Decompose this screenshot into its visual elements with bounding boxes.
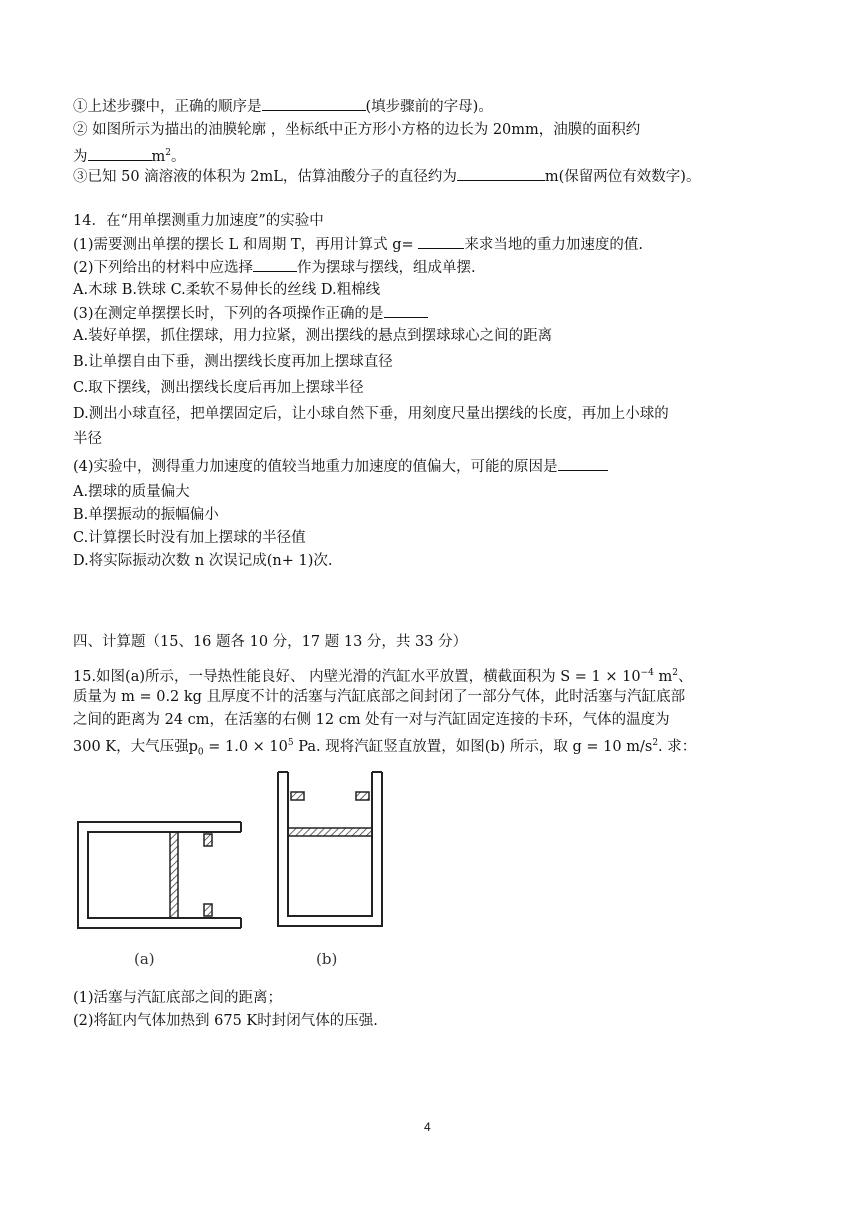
answer-blank[interactable]	[418, 234, 464, 249]
q15-line4: 300 K，大气压强$p_0 = 1.0 \times 10^5$ Pa. 现将汽缸竖直放置，如图(b) 所示，取 g = 10 $m/s^2$. 求：	[73, 738, 697, 758]
q14-part4-option-d: D.将实际振动次数 n 次误记成(n+ 1)次.	[73, 553, 333, 569]
q15-line3: 之间的距离为 24 cm，在活塞的右侧 12 cm 处有一对与汽缸固定连接的卡环，气体的温度为	[73, 712, 670, 728]
stop-ring-bottom	[204, 904, 212, 916]
piston	[288, 828, 372, 836]
q14-part3-option-c: C.取下摆线，测出摆线长度后再加上摆球半径	[73, 380, 364, 396]
figure-a-caption: (a)	[134, 950, 155, 968]
q14-part4-option-b: B.单摆振动的振幅偏小	[73, 507, 219, 523]
stop-ring-top	[204, 834, 212, 846]
q14-part3-option-d: D.测出小球直径，把单摆固定后，让小球自然下垂，用刻度尺量出摆线的长度，再加上小球的	[73, 406, 669, 422]
cylinder-horizontal-figure	[76, 820, 246, 930]
q14-part2: (2)下列给出的材料中应选择 作为摆球与摆线，组成单摆.	[73, 257, 476, 278]
stop-ring-left	[291, 792, 304, 800]
q14-part4: (4)实验中，测得重力加速度的值较当地重力加速度的值偏大，可能的原因是	[73, 456, 608, 477]
q15-line1: 15.如图(a)所示，一导热性能良好、 内壁光滑的汽缸水平放置，横截面积为 $S = 1 \times 10^{-4}$ $m^2$、	[73, 668, 693, 685]
q14-part2-options: A.木球 B.铁球 C.柔软不易伸长的丝线 D.粗棉线	[73, 282, 381, 298]
q14-title: 14．在“用单摆测重力加速度”的实验中	[73, 213, 324, 229]
q15-ask2: (2)将缸内气体加热到 675 K时封闭气体的压强.	[73, 1013, 378, 1029]
q13-step2-line1: ② 如图所示为描出的油膜轮廓 ，坐标纸中正方形小方格的边长为 20mm，油膜的面积约	[73, 122, 641, 138]
q15-line2: 质量为 m = 0.2 kg 且厚度不计的活塞与汽缸底部之间封闭了一部分气体，此时活塞与汽缸底部	[73, 689, 686, 705]
figure-b-caption: (b)	[316, 950, 338, 968]
q14-part4-option-c: C.计算摆长时没有加上摆球的半径值	[73, 530, 306, 546]
q14-part1: (1)需要测出单摆的摆长 L 和周期 T，再用计算式 g= 来求当地的重力加速度的值.	[73, 234, 643, 255]
answer-blank[interactable]	[457, 166, 545, 181]
answer-blank[interactable]	[253, 257, 297, 272]
cylinder-vertical-figure	[276, 770, 386, 930]
stop-ring-right	[356, 792, 369, 800]
q14-part4-option-a: A.摆球的质量偏大	[73, 484, 190, 500]
q14-part3-option-b: B.让单摆自由下垂，测出摆线长度再加上摆球直径	[73, 354, 393, 370]
q14-part3: (3)在测定单摆摆长时，下列的各项操作正确的是	[73, 303, 428, 324]
piston	[170, 832, 178, 918]
q13-step2-line2: 为 $m^2$。	[73, 143, 185, 167]
answer-blank[interactable]	[384, 303, 428, 318]
answer-blank[interactable]	[558, 456, 608, 471]
q14-part3-option-d-cont: 半径	[73, 431, 102, 447]
q13-step3: ③已知 50 滴溶液的体积为 2mL，估算油酸分子的直径约为 m(保留两位有效数字)。	[73, 166, 700, 187]
q14-part3-option-a: A.装好单摆，抓住摆球，用力拉紧，测出摆线的悬点到摆球球心之间的距离	[73, 328, 553, 344]
page-number: 4	[424, 1120, 431, 1134]
answer-blank[interactable]	[262, 96, 366, 111]
section-heading: 四、计算题（15、16 题各 10 分，17 题 13 分，共 33 分）	[73, 634, 468, 650]
q15-ask1: (1)活塞与汽缸底部之间的距离；	[73, 990, 283, 1006]
answer-blank[interactable]	[88, 146, 152, 161]
q13-step1: ①上述步骤中，正确的顺序是 (填步骤前的字母)。	[73, 96, 493, 117]
